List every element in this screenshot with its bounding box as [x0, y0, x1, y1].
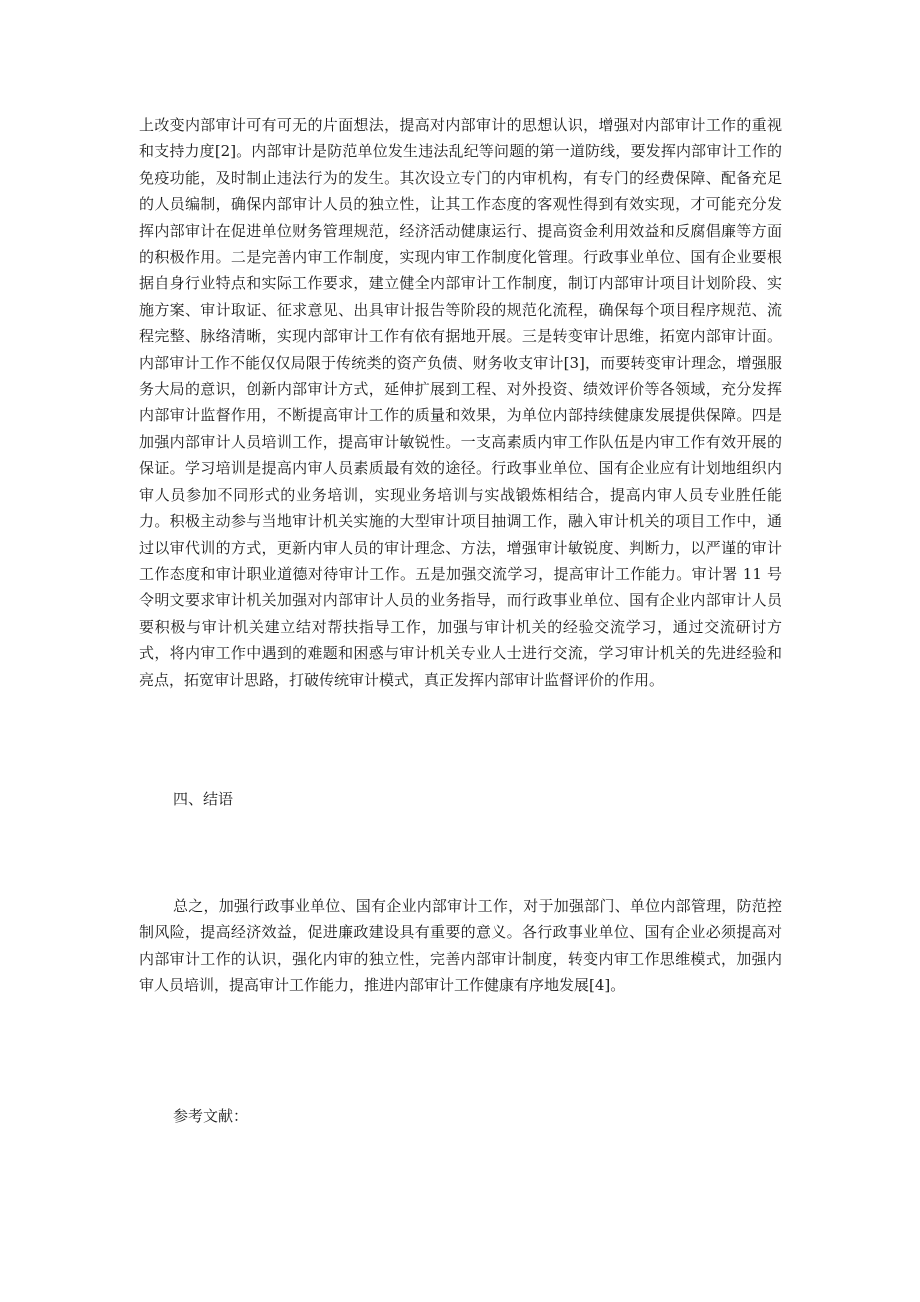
body-paragraph-conclusion: 总之，加强行政事业单位、国有企业内部审计工作，对于加强部门、单位内部管理，防范控制风险，提高经济效益，促进廉政建设具有重要的意义。各行政事业单位、国有企业必须提高对内部审计工作的认识，强化内审的独立性，完善内部审计制度，转变内审工作思维模式，加强内审人员培训，提高审计工作能力，推进内部审计工作健康有序地发展[4]。 — [139, 897, 782, 995]
body-paragraph-internal-audit-measures: 上改变内部审计可有可无的片面想法，提高对内部审计的思想认识，增强对内部审计工作的重视和支持力度[2]。内部审计是防范单位发生违法乱纪等问题的第一道防线，要发挥内部审计工作的免疫功能，及时制止违法行为的发生。其次设立专门的内审机构，有专门的经费保障、配备充足的人员编制，确保内部审计人员的独立性，让其工作态度的客观性得到有效实现，才可能充分发挥内部审计在促进单位财务管理规范，经济活动健康运行、提高资金利用效益和反腐倡廉等方面的积极作用。二是完善内审工作制度，实现内审工作制度化管理。行政事业单位、国有企业要根据自身行业特点和实际工作要求，建立健全内部审计工作制度，制订内部审计项目计划阶段、实施方案、审计取证、征求意见、出具审计报告等阶段的规范化流程，确保每个项目程序规范、流程完整、脉络清晰，实现内部审计工作有依有据地开展。三是转变审计思维，拓宽内部审计面。内部审计工作不能仅仅局限于传统类的资产负债、财务收支审计[3]，而要转变审计理念，增强服务大局的意识，创新内部审计方式，延伸扩展到工程、对外投资、绩效评价等各领域，充分发挥内部审计监督作用，不断提高审计工作的质量和效果，为单位内部持续健康发展提供保障。四是加强内部审计人员培训工作，提高审计敏锐性。一支高素质内审工作队伍是内审工作有效开展的保证。学习培训是提高内审人员素质最有效的途径。行政事业单位、国有企业应有计划地组织内审人员参加不同形式的业务培训，实现业务培训与实战锻炼相结合，提高内审人员专业胜任能力。积极主动参与当地审计机关实施的大型审计项目抽调工作，融入审计机关的项目工作中，通过以审代训的方式，更新内审人员的审计理念、方法，增强审计敏锐度、判断力，以严谨的审计工作态度和审计职业道德对待审计工作。五是加强交流学习，提高审计工作能力。审计署 11 号令明文要求审计机关加强对内部审计人员的业务指导，而行政事业单位、国有企业内部审计人员要积极与审计机关建立结对帮扶指导工作，加强与审计机关的经验交流学习，通过交流研讨方式，将内审工作中遇到的难题和困惑与审计机关专业人士进行交流，学习审计机关的先进经验和亮点，拓宽审计思路，打破传统审计模式，真正发挥内部审计监督评价的作用。 — [139, 116, 782, 689]
section-heading-conclusion: 四、结语 — [173, 790, 234, 808]
references-heading: 参考文献： — [173, 1107, 249, 1125]
